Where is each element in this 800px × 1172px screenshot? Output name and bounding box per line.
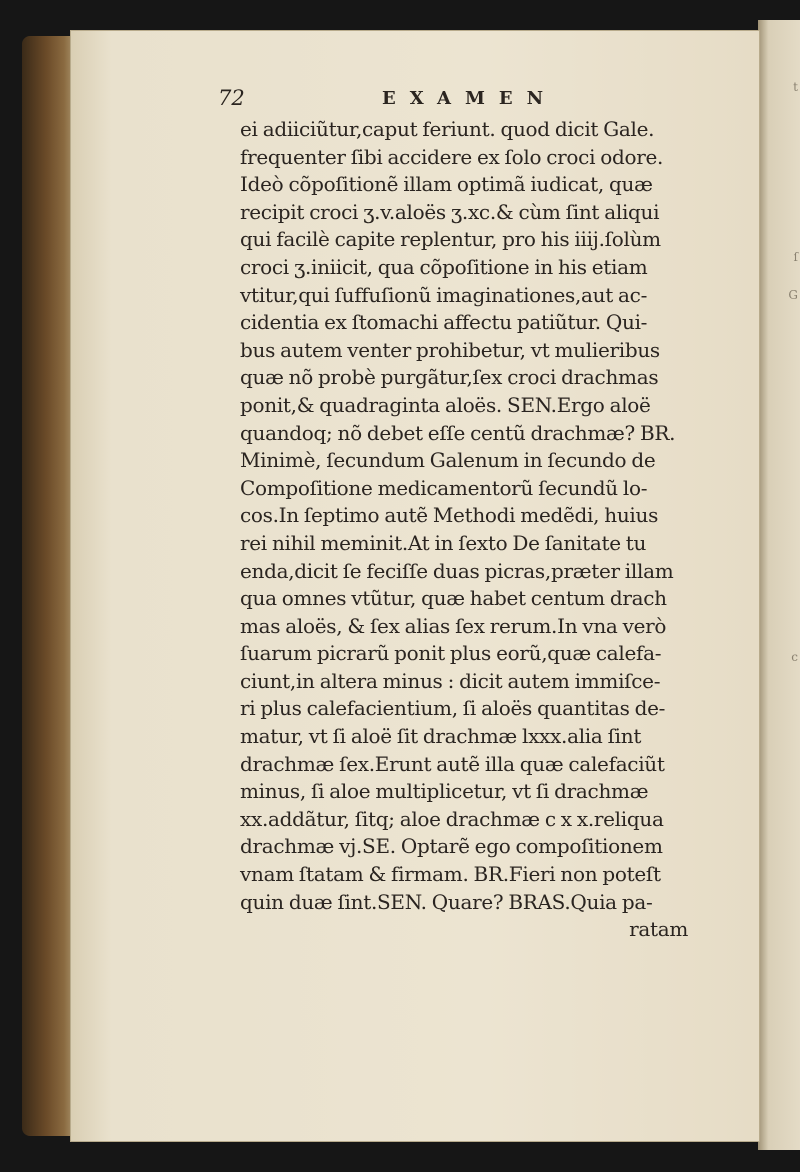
text-line: mas aloës, & ſex alias ſex rerum.In vna verò <box>240 613 667 638</box>
text-line: qui facilè capite replentur, pro his iiij.ſolùm <box>240 227 661 252</box>
text-line: drachmæ vj.SE. Optarẽ ego compoſitionem <box>240 834 663 859</box>
text-line: quandoq; nõ debet eſſe centũ drachmæ? BR. <box>240 420 676 445</box>
text-line: drachmæ ſex.Erunt autẽ illa quæ calefaciũt <box>240 751 665 776</box>
catchword: ratam <box>629 917 688 942</box>
running-head: EXAMEN <box>382 88 558 109</box>
text-line: matur, vt ſi aloë ſit drachmæ lxxx.alia ſint <box>240 724 642 749</box>
text-line: vtitur,qui ſuffuſionũ imaginationes,aut ac- <box>240 282 648 307</box>
facing-page-edge <box>758 20 800 1150</box>
text-line: xx.addãtur, ſitq; aloe drachmæ c x x.reliqua <box>240 806 664 831</box>
text-line: Ideò cõpoſitionẽ illam optimã iudicat, quæ <box>240 172 653 197</box>
text-line: ponit,& quadraginta aloës. SEN.Ergo aloë <box>240 392 651 417</box>
text-line: croci ʒ.iniicit, qua cõpoſitione in his etiam <box>240 254 648 279</box>
page-number: 72 <box>218 86 245 110</box>
facing-page-fragment: ſ <box>793 250 798 264</box>
facing-page-fragment: c <box>791 650 798 664</box>
text-line: enda,dicit ſe feciſſe duas picras,præter illam <box>240 558 674 583</box>
facing-page-fragment: t <box>793 80 798 94</box>
body-text <box>240 116 700 944</box>
text-line: Minimè, ſecundum Galenum in ſecundo de <box>240 448 656 473</box>
text-line: bus autem venter prohibetur, vt mulieribus <box>240 337 660 362</box>
text-line: minus, ſi aloe multiplicetur, vt ſi drachmæ <box>240 779 649 804</box>
text-line: Compoſitione medicamentorũ ſecundũ lo- <box>240 475 648 500</box>
text-line: ri plus calefacientium, ſi aloës quantitas de- <box>240 696 666 721</box>
text-line: recipit croci ʒ.v.aloës ʒ.xc.& cùm ſint aliqui <box>240 199 660 224</box>
text-line: cos.In ſeptimo autẽ Methodi medẽdi, huius <box>240 503 659 528</box>
text-line: frequenter ſibi accidere ex ſolo croci odore. <box>240 144 664 169</box>
text-line: ciunt,in altera minus : dicit autem immiſce- <box>240 668 661 693</box>
text-line: quæ nõ probè purgãtur,ſex croci drachmas <box>240 365 659 390</box>
text-line: cidentia ex ſtomachi affectu patiũtur. Qui- <box>240 310 648 335</box>
text-line: ei adiiciũtur,caput feriunt. quod dicit Gale. <box>240 117 655 141</box>
text-line: vnam ſtatam & firmam. BR.Fieri non poteſt <box>240 862 661 887</box>
text-line: rei nihil meminit.At in ſexto De ſanitate tu <box>240 530 647 555</box>
text-line: qua omnes vtũtur, quæ habet centum drach <box>240 586 667 611</box>
facing-page-fragment: G <box>788 288 798 302</box>
page-header <box>218 86 698 116</box>
text-line: ſuarum picrarũ ponit plus eorũ,quæ calefa- <box>240 641 662 666</box>
text-line: quin duæ ſint.SEN. Quare? BRAS.Quia pa- <box>240 889 653 914</box>
